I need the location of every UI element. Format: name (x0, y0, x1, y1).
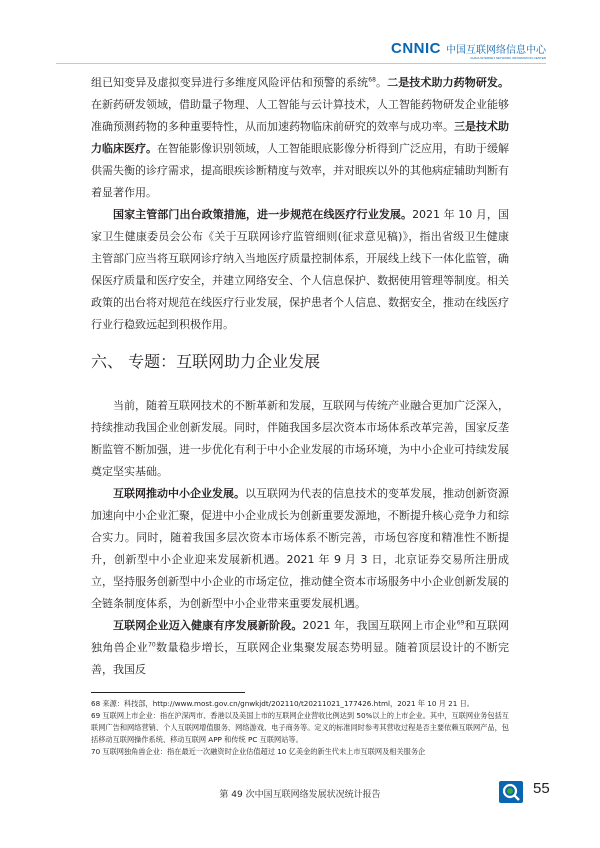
footnote-ref: 70 (148, 641, 156, 649)
text-run: 2021 年，我国互联网上市企业 (302, 619, 457, 632)
text-run: 组已知变异及虚拟变异进行多维度风险评估和预警的系统 (91, 76, 369, 89)
section-title: 六、 专题：互联网助力企业发展 (91, 352, 321, 371)
bold-lead: 二是技术助力药物研发。 (387, 76, 510, 89)
bold-lead: 互联网企业迈入健康有序发展新阶段。 (113, 619, 303, 632)
text-run: 在新药研发领域，借助量子物理、人工智能与云计算技术，人工智能药物研发企业能够准确预测药物的多种重要特性，从而加速药物临床前研究的效率与成功率。 (91, 98, 509, 133)
paragraph (91, 483, 509, 615)
cnnic-logo (391, 38, 546, 58)
paragraph (91, 204, 509, 336)
footnotes (91, 698, 509, 758)
page-number: 55 (533, 780, 550, 797)
footer-report-title: 第 49 次中国互联网络发展状况统计报告 (219, 790, 381, 800)
paragraph (91, 615, 509, 681)
text-run: 当前，随着互联网技术的不断革新和发展，互联网与传统产业融合更加广泛深入，持续推动我国企业创新发展。同时，伴随我国多层次资本市场体系改革完善，国家反垄断监管不断加强，进一步优化有利于中小企业发展的市场环境，为中小企业可持续发展奠定坚实基础。 (91, 399, 509, 478)
magnifier-logo-icon (499, 781, 523, 803)
text-run: 和互联网独角兽企业 (91, 619, 510, 654)
paragraph (91, 395, 509, 483)
footnote-divider (91, 692, 245, 693)
paragraph (91, 72, 509, 204)
org-name-cn: 中国互联网络信息中心 (446, 44, 546, 56)
text-run: 在智能影像识别领域，人工智能眼底影像分析得到广泛应用，有助于缓解供需失衡的诊疗需求，提高眼疾诊断精度与效率，并对眼疾以外的其他病症辅助判断有着显著作用。 (91, 142, 509, 199)
footnote: 68 来源：科技部，http://www.most.gov.cn/gnwkjdt/202110/t20211021_177426.html，2021 年 10 月 21 日。 (91, 699, 474, 708)
bold-lead: 互联网推动中小企业发展。 (113, 487, 245, 500)
header-divider (56, 63, 546, 64)
page-header (56, 38, 546, 58)
body-text-top (91, 72, 509, 336)
text-run: 数量稳步增长，互联网企业集聚发展态势明显。随着顶层设计的不断完善，我国反 (91, 641, 510, 676)
org-name-en: CHINA INTERNET NETWORK INFORMATION CENTER (470, 56, 546, 60)
footnote-ref: 68 (368, 76, 376, 84)
body-text-bottom (91, 395, 509, 681)
footnote: 70 互联网独角兽企业：指在最近一次融资时企业估值超过 10 亿美金的新生代未上市互联网及相关服务企 (91, 747, 426, 756)
logo-mark: CNNIC (391, 39, 441, 57)
footnote-ref: 69 (456, 619, 465, 627)
footnote: 69 互联网上市企业：指在沪深两市、香港以及美国上市的互联网企业营收比例达到 50%以上的上市企业。其中，互联网业务包括互联网广告和网络营销、个人互联网增值服务、网络游戏、电子商务等。定义的标准同时参考其营收过程是否主要依赖互联网产品，包括移动互联网操作系统、移动互联网 APP 和传统 PC 互联网站等。 (91, 711, 509, 744)
text-run: 2021 年 10 月，国家卫生健康委员会公布《关于互联网诊疗监管细则(征求意见稿)》，指出省级卫生健康主管部门应当将互联网诊疗纳入当地医疗质量控制体系，开展线上线下一体化监管，确保医疗质量和医疗安全，并建立网络安全、个人信息保护、数据使用管理等制度。相关政策的出台将对规范在线医疗行业发展，保护患者个人信息、数据安全，推动在线医疗行业行稳致远起到积极作用。 (91, 208, 510, 331)
bold-lead: 三是技术助力临床医疗。 (91, 120, 509, 155)
bold-lead: 国家主管部门出台政策措施，进一步规范在线医疗行业发展。 (113, 208, 413, 221)
text-run: 以互联网为代表的信息技术的变革发展，推动创新资源加速向中小企业汇聚，促进中小企业成长为创新重要发源地，不断提升核心竞争力和综合实力。同时，随着我国多层次资本市场体系不断完善，市场包容度和精准性不断提升，创新型中小企业迎来发展新机遇。2021 年 9 月 3 日，北京证券交易所注册成立，坚持服务创新型中小企业的市场定位，推动健全资本市场服务中小企业创新发展的全链条制度体系，为创新型中小企业带来重要发展机遇。 (91, 487, 509, 610)
text-run: 。 (375, 76, 388, 89)
